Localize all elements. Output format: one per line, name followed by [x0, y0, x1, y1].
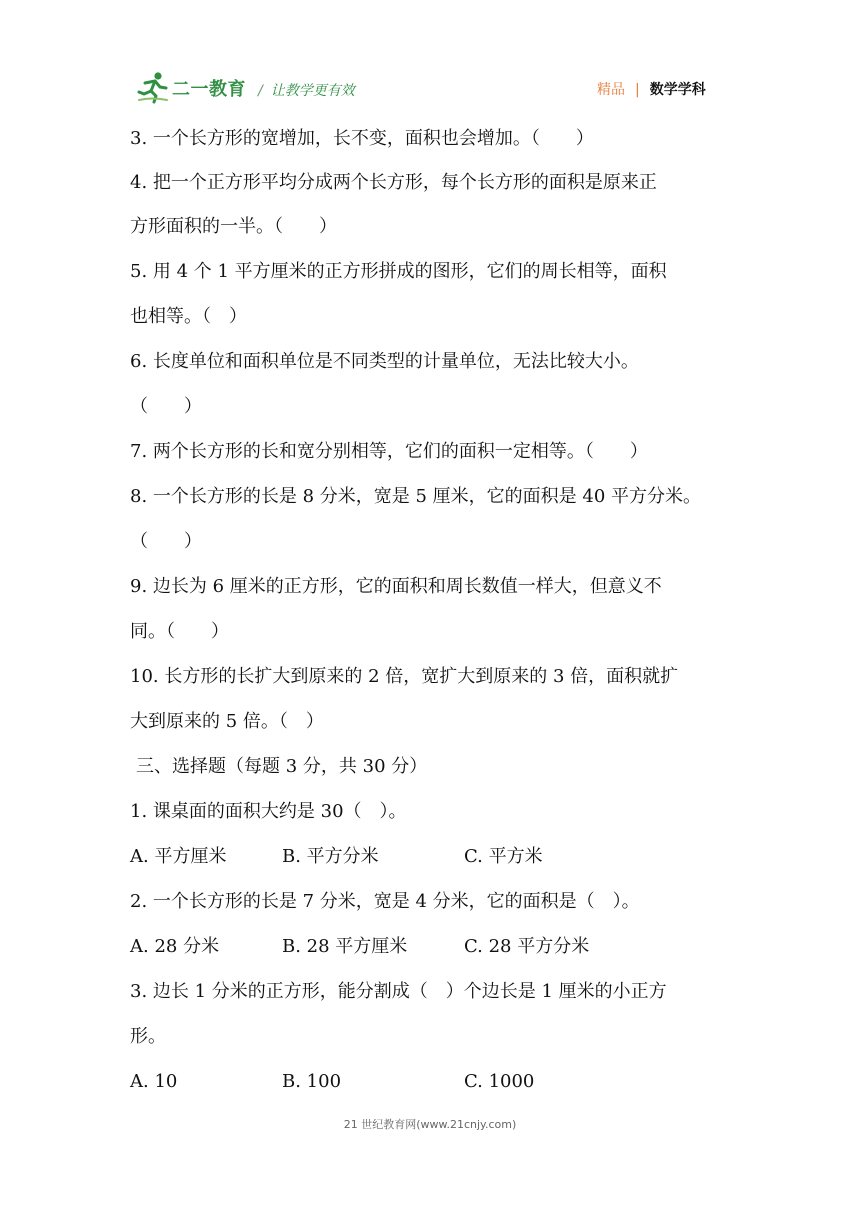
options-row [130, 1071, 730, 1093]
question-line: 3. 一个长方形的宽增加，长不变，面积也会增加。（ ） [130, 128, 594, 149]
question-line: 6. 长度单位和面积单位是不同类型的计量单位，无法比较大小。 [130, 351, 639, 372]
question-line: 2. 一个长方形的长是 7 分米，宽是 4 分米，它的面积是（ ）。 [130, 891, 640, 912]
page-header [0, 0, 860, 120]
brand-logo [136, 70, 248, 106]
question-line: 也相等。（ ） [130, 306, 247, 327]
question-line: 同。（ ） [130, 621, 229, 642]
option-c: C. 28 平方分米 [464, 936, 590, 957]
option-a: A. 28 分米 [130, 936, 220, 957]
logo-text: 二一教育 [172, 79, 246, 100]
subject-label [597, 79, 706, 99]
question-line: 方形面积的一半。（ ） [130, 216, 337, 237]
question-line: （ ） [130, 531, 202, 552]
option-a: A. 平方厘米 [130, 846, 227, 867]
option-b: B. 100 [282, 1071, 342, 1092]
page-footer: 21 世纪教育网(www.21cnjy.com) [343, 1118, 517, 1131]
question-line: 5. 用 4 个 1 平方厘米的正方形拼成的图形，它们的周长相等，面积 [130, 261, 667, 282]
section-title: 三、选择题（每题 3 分，共 30 分） [136, 756, 428, 777]
slogan-text: 让教学更有效 [270, 83, 355, 99]
question-line: 8. 一个长方形的长是 8 分米，宽是 5 厘米，它的面积是 40 平方分米。 [130, 486, 702, 507]
options-row [130, 936, 730, 958]
subject-separator: | [635, 82, 640, 98]
question-line: 10. 长方形的长扩大到原来的 2 倍，宽扩大到原来的 3 倍，面积就扩 [130, 666, 679, 687]
question-line: 7. 两个长方形的长和宽分别相等，它们的面积一定相等。（ ） [130, 441, 648, 462]
subject-tag: 精品 [597, 82, 625, 98]
option-b: B. 28 平方厘米 [282, 936, 408, 957]
question-line: 3. 边长 1 分米的正方形，能分割成（ ）个边长是 1 厘米的小正方 [130, 981, 667, 1002]
option-c: C. 平方米 [464, 846, 543, 867]
option-b: B. 平方分米 [282, 846, 379, 867]
question-line: 形。 [130, 1026, 166, 1047]
options-row [130, 846, 730, 868]
question-line: 9. 边长为 6 厘米的正方形，它的面积和周长数值一样大，但意义不 [130, 576, 662, 597]
subject-name: 数学学科 [649, 82, 706, 98]
option-c: C. 1000 [464, 1071, 535, 1092]
running-figure-icon [136, 70, 170, 104]
slogan-slash: / [258, 83, 263, 99]
question-line: 4. 把一个正方形平均分成两个长方形，每个长方形的面积是原来正 [130, 172, 657, 193]
option-a: A. 10 [130, 1071, 178, 1092]
question-line: 1. 课桌面的面积大约是 30（ ）。 [130, 801, 407, 822]
question-line: 大到原来的 5 倍。（ ） [130, 711, 324, 732]
slogan [258, 80, 355, 100]
question-line: （ ） [130, 396, 202, 417]
